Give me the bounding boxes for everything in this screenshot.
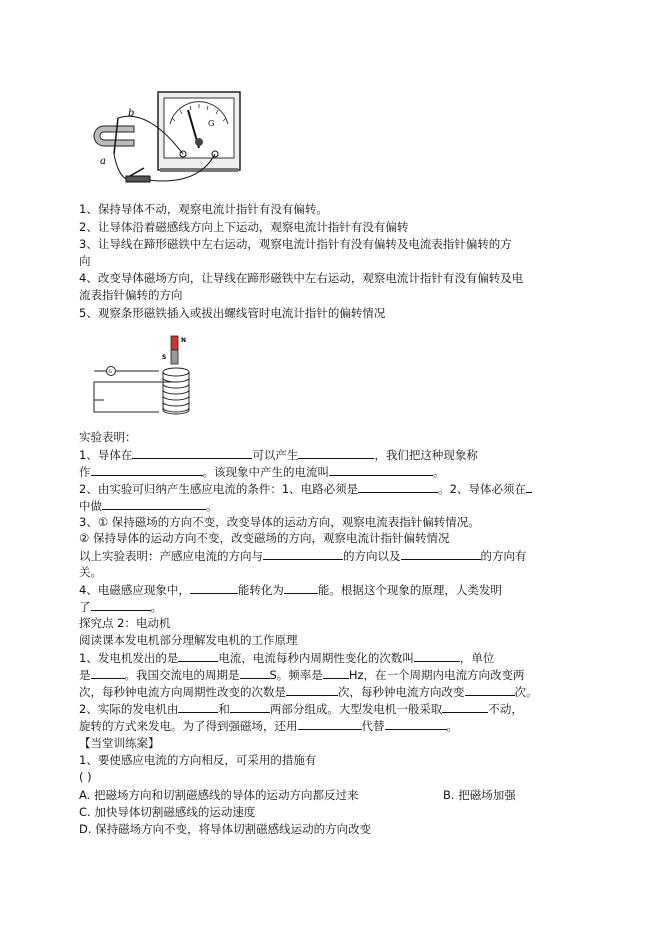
option-a[interactable]: A. 把磁场方向和切割磁感线的导体的运动方向都反过来 [79,788,359,802]
blank[interactable] [465,684,515,696]
blank[interactable] [286,684,338,696]
blank[interactable] [284,582,318,594]
practice-title: 【当堂训练案】 [79,736,160,750]
meter-label: G [108,370,112,375]
blank[interactable] [240,667,270,679]
blank[interactable] [385,718,447,730]
practice-question: 1、要使感应电流的方向相反，可采用的措施有 [79,753,317,767]
solenoid-experiment-figure [84,332,214,422]
blank[interactable] [298,447,374,459]
step-3-cont: 向 [79,254,91,268]
step-4-cont: 流表指针偏转的方向 [79,288,183,302]
conclusion-line-2: 作 。该现象中产生的电流叫 。 [79,465,445,479]
option-b[interactable]: B. 把磁场加强 [443,788,516,802]
blank[interactable] [91,599,151,611]
conclusion-line-3: 2、由实验可归纳产生感应电流的条件：1、电路必须是 。2、导体必须在 [79,481,532,497]
section-2-line-2: 是 。我国交流电的周期是 S。频率是 Hz，在一个周期内电流方向改变两 [79,668,525,682]
label-a: a [100,156,106,167]
blank[interactable] [178,650,218,662]
section-2-line-4: 2、实际的发电机由 和 两部分组成。大型发电机一般采取 不动， [79,702,523,716]
blank[interactable] [102,498,206,510]
blank[interactable] [91,464,203,476]
section-2-line-5: 旋转的方式来发电。为了得到强磁场，还用 代替 。 [79,719,458,733]
blank[interactable] [414,650,460,662]
option-d[interactable]: D. 保持磁场方向不变，将导体切割磁感线运动的方向改变 [79,822,372,836]
blank[interactable] [401,548,481,560]
option-c[interactable]: C. 加快导体切割磁感线的运动速度 [79,805,256,819]
section-2-title: 探究点 2：电动机 [79,616,171,630]
blank[interactable] [230,701,270,713]
blank[interactable] [442,701,488,713]
section-2-line-3: 次，每秒钟电流方向周期性改变的次数是 次，每秒钟电流方向改变 次。 [79,685,538,699]
galvanometer-experiment-figure [88,88,248,188]
step-2: 2、让导体沿着磁感线方向上下运动，观察电流计指针有没有偏转 [79,220,409,234]
conclusion-heading: 实验表明： [79,430,137,444]
blank[interactable] [323,667,349,679]
blank[interactable] [190,582,238,594]
section-2-line-1: 1、发电机发出的是 电流，电流每秒内周期性变化的次数叫 ，单位 [79,651,495,665]
conclusion-line-10: 了 。 [79,600,162,614]
blank[interactable] [263,548,343,560]
conclusion-line-1: 1、导体在 可以产生 ，我们把这种现象称 [79,448,478,462]
conclusion-line-5: 3、① 保持磁场的方向不变，改变导体的运动方向，观察电流表指针偏转情况。 [79,515,480,529]
conclusion-line-6: ② 保持导体的运动方向不变，改变磁场的方向，观察电流计指针偏转情况 [79,531,450,545]
step-5: 5、观察条形磁铁插入或拔出螺线管时电流计指针的偏转情况 [79,306,386,320]
step-1: 1、保持导体不动，观察电流计指针有没有偏转。 [79,202,328,216]
blank[interactable] [178,701,218,713]
blank[interactable] [329,464,433,476]
step-4: 4、改变导体磁场方向，让导线在蹄形磁铁中左右运动，观察电流计指针有没有偏转及电 [79,271,524,285]
blank[interactable] [358,481,438,493]
galvanometer-label: G [208,119,215,128]
blank[interactable] [298,718,362,730]
south-label: S [162,354,167,361]
north-label: N [181,337,187,344]
blank[interactable] [526,481,532,493]
conclusion-line-9: 4、电磁感应现象中， 能转化为 能。根据这个现象的原理，人类发明 [79,583,502,597]
answer-paren[interactable]: ( ) [79,770,92,784]
conclusion-line-7: 以上实验表明：产感应电流的方向与 的方向以及 的方向有 [79,549,527,563]
conclusion-line-8: 关。 [79,565,102,579]
blank[interactable] [132,447,252,459]
section-2-intro: 阅读课本发电机部分理解发电机的工作原理 [79,633,298,647]
step-3: 3、让导线在蹄形磁铁中左右运动，观察电流计指针有没有偏转及电流表指针偏转的方 [79,237,512,251]
label-b: b [128,108,135,119]
blank[interactable] [91,667,125,679]
conclusion-line-4: 中做 。 [79,499,218,513]
